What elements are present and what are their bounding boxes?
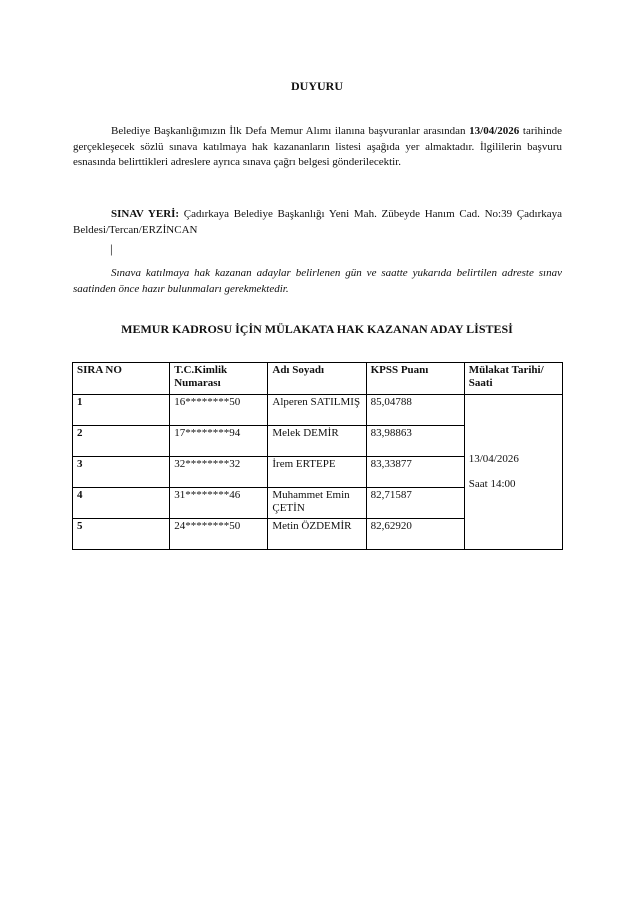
row-tc-kimlik: 32********32	[170, 457, 268, 488]
row-kpss-puani: 85,04788	[366, 395, 464, 426]
note-paragraph: Sınava katılmaya hak kazanan adaylar belirlenen gün ve saatte yukarıda belirtilen adreste sınav saatinden önce hazır bulunmaları gerekmektedir.	[73, 267, 562, 295]
row-tc-kimlik: 24********50	[170, 519, 268, 550]
interview-date: 13/04/2026	[468, 453, 519, 465]
row-adi-soyadi: Alperen SATILMIŞ	[268, 395, 366, 426]
interview-time: Saat 14:00	[468, 478, 516, 490]
row-sira-no: 5	[73, 519, 170, 550]
row-tc-kimlik: 16********50	[170, 395, 268, 426]
row-kpss-puani: 82,62920	[366, 519, 464, 550]
row-kpss-puani: 83,98863	[366, 426, 464, 457]
header-sira-no: SIRA NO	[73, 363, 170, 395]
row-adi-soyadi: Metin ÖZDEMİR	[268, 519, 366, 550]
row-kpss-puani: 83,33877	[366, 457, 464, 488]
row-tc-kimlik: 17********94	[170, 426, 268, 457]
candidate-list-title: MEMUR KADROSU İÇİN MÜLAKATA HAK KAZANAN ADAY LİSTESİ	[121, 322, 513, 336]
exam-date: 13/04/2026	[469, 125, 520, 137]
row-adi-soyadi: Muhammet Emin ÇETİN	[268, 488, 366, 519]
exam-place-paragraph	[73, 207, 562, 238]
row-adi-soyadi: Melek DEMİR	[268, 426, 366, 457]
header-adi-soyadi: Adı Soyadı	[268, 363, 366, 395]
intro-text-start: Belediye Başkanlığımızın İlk Defa Memur Alımı ilanına başvuranlar arasından	[111, 125, 470, 137]
candidate-table	[72, 362, 563, 550]
row-adi-soyadi: İrem ERTEPE	[268, 457, 366, 488]
row-sira-no: 1	[73, 395, 170, 426]
header-mulakat-tarihi: Mülakat Tarihi/ Saati	[464, 363, 562, 395]
intro-paragraph	[73, 124, 562, 171]
interview-datetime-cell	[464, 395, 562, 550]
table-row	[73, 395, 563, 426]
table-header-row	[73, 363, 563, 395]
text-cursor: |	[110, 241, 113, 256]
exam-place-label: SINAV YERİ:	[111, 208, 180, 220]
row-kpss-puani: 82,71587	[366, 488, 464, 519]
header-kpss-puani: KPSS Puanı	[366, 363, 464, 395]
announcement-title: DUYURU	[291, 79, 343, 93]
header-tc-kimlik: T.C.Kimlik Numarası	[170, 363, 268, 395]
row-sira-no: 4	[73, 488, 170, 519]
intro-text-end: tarihinde gerçekleşecek sözlü sınava katılmaya hak kazananların listesi aşağıda yer almaktadır. İlgililerin başvuru esnasında belirttikleri adreslere ayrıca sınava çağrı belgesi gönderilecektir.	[73, 125, 562, 169]
row-sira-no: 3	[73, 457, 170, 488]
row-tc-kimlik: 31********46	[170, 488, 268, 519]
exam-place-address: Çadırkaya Belediye Başkanlığı Yeni Mah. Zübeyde Hanım Cad. No:39 Çadırkaya Beldesi/Tercan/ERZİNCAN	[73, 208, 562, 236]
row-sira-no: 2	[73, 426, 170, 457]
